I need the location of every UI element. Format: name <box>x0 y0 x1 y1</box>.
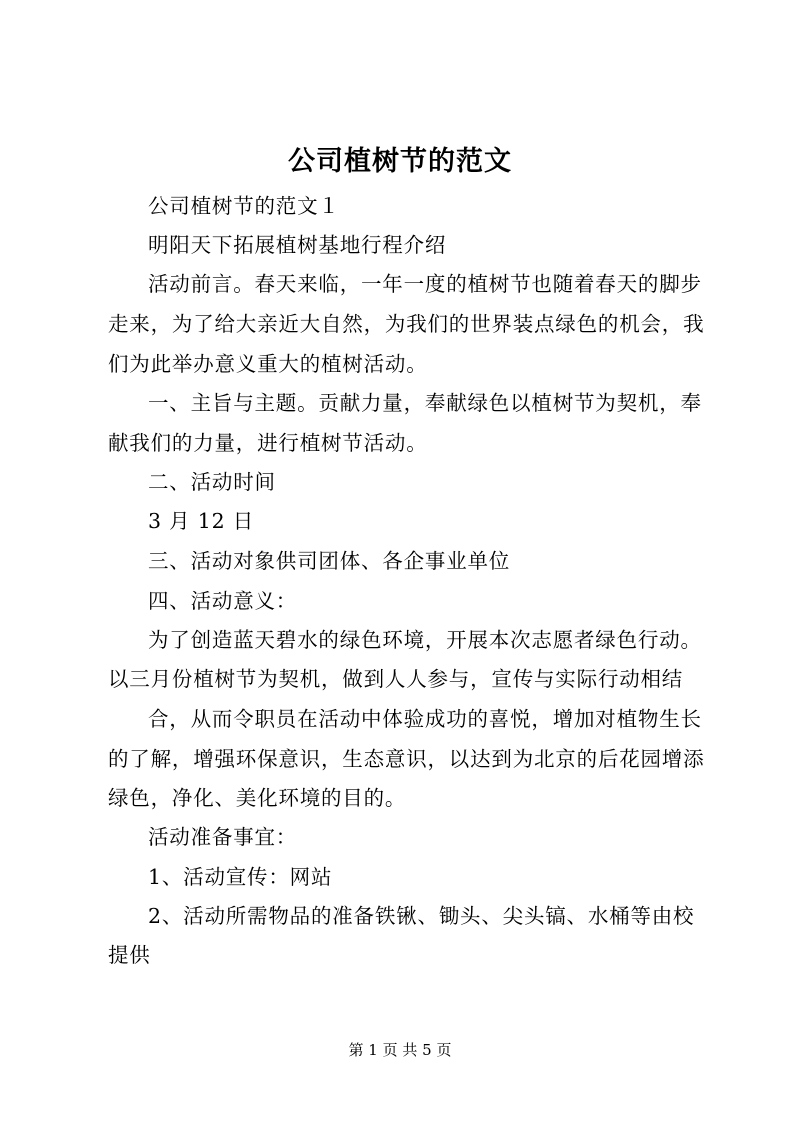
paragraph-line: 3 月 12 日 <box>148 509 255 533</box>
paragraph-line: 活动前言。春天来临，一年一度的植树节也随着春天的脚步 <box>148 272 702 296</box>
paragraph-line: 公司植树节的范文１ <box>148 194 340 218</box>
paragraph-line: 活动准备事宜： <box>148 825 298 849</box>
paragraph-line: 的了解，增强环保意识，生态意识，以达到为北京的后花园增添 <box>108 747 705 771</box>
paragraph-line: 1、活动宣传：网站 <box>148 865 333 889</box>
paragraph-line: 四、活动意义： <box>148 589 298 613</box>
paragraph-line: 走来，为了给大亲近大自然，为我们的世界装点绿色的机会，我 <box>108 312 705 336</box>
paragraph-line: 一、主旨与主题。贡献力量，奉献绿色以植树节为契机，奉 <box>148 391 702 415</box>
paragraph-line: 明阳天下拓展植树基地行程介绍 <box>148 233 447 257</box>
document-title: 公司植树节的范文 <box>288 146 512 177</box>
paragraph-line: 合，从而令职员在活动中体验成功的喜悦，增加对植物生长 <box>148 707 702 731</box>
paragraph-line: 三、活动对象供司团体、各企事业单位 <box>148 549 511 573</box>
paragraph-line: 2、活动所需物品的准备铁锹、锄头、尖头镐、水桶等由校 <box>148 904 695 928</box>
paragraph-line: 献我们的力量，进行植树节活动。 <box>108 431 428 455</box>
paragraph-line: 以三月份植树节为契机，做到人人参与，宣传与实际行动相结 <box>108 667 684 691</box>
paragraph-line: 为了创造蓝天碧水的绿色环境，开展本次志愿者绿色行动。 <box>148 628 702 652</box>
page-number-footer: 第 1 页 共 5 页 <box>348 1041 452 1059</box>
paragraph-line: 们为此举办意义重大的植树活动。 <box>108 352 428 376</box>
paragraph-line: 二、活动时间 <box>148 470 276 494</box>
paragraph-line: 绿色，净化、美化环境的目的。 <box>108 786 407 810</box>
paragraph-line: 提供 <box>108 943 151 967</box>
